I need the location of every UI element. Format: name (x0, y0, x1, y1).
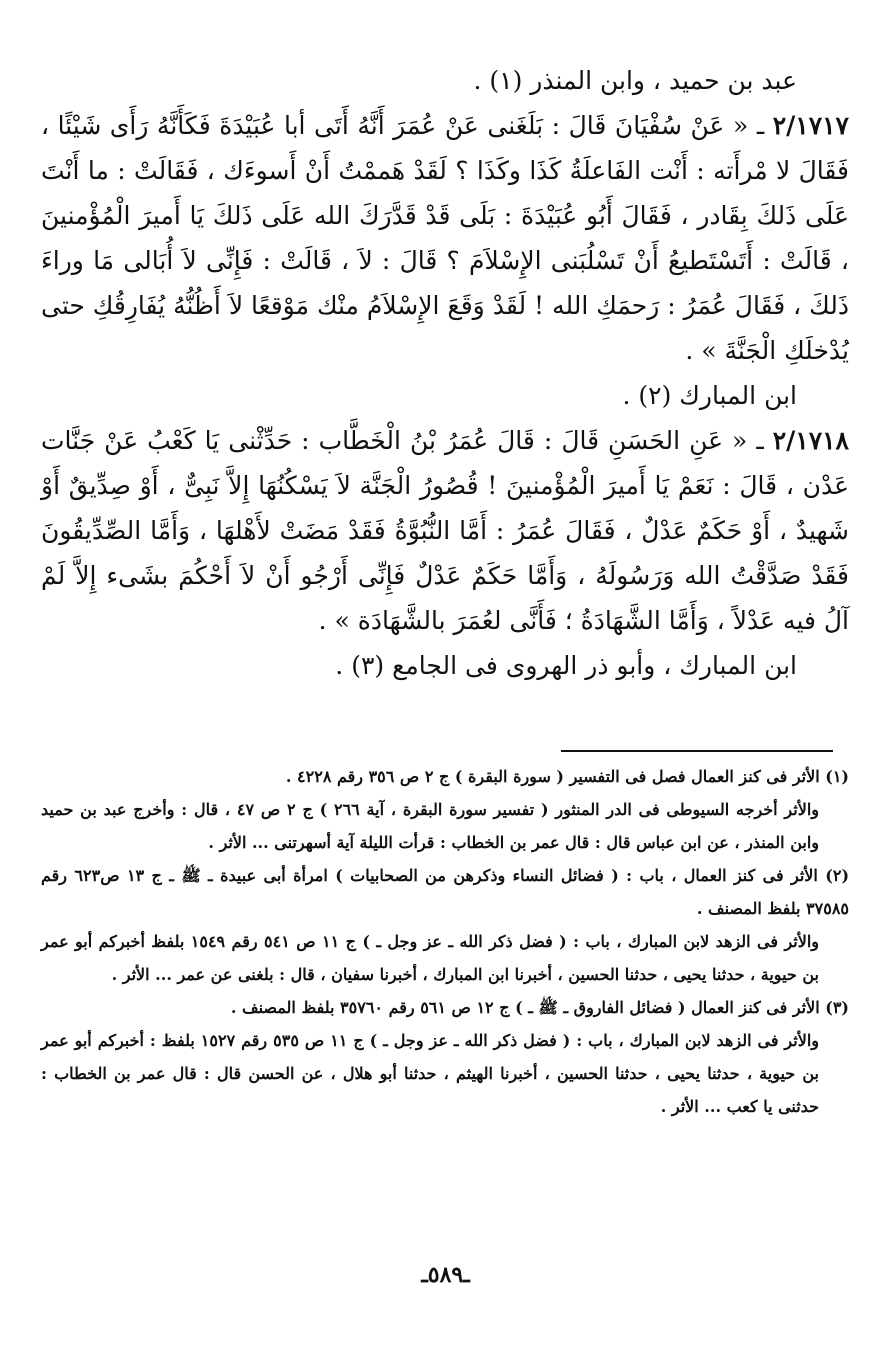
hadith-text-1717: ـ « عَنْ سُفْيَانَ قَالَ : بَلَغَنى عَنْ عُمَرَ أَنَّهُ أَتَى أبا عُبَيْدَةَ فَكَأَنَّهُ رَأَى شَيْئًا ، فَقَالَ لا مْرأَته : أَنْت الفَاعلَةُ كَذَا وكَذَا ؟ لَقَدْ هَممْتُ أَنْ أَسوءَك ، فَقَالَتْ : ما أَنْتَ عَلَى ذَلكَ بِقَادر ، فَقَالَ أَبُو عُبَيْدَةَ : بَلَى قَدْ قَدَّرَكَ الله عَلَى ذَلكَ يَا أَميرَ الْمُؤْمنينَ ، قَالَتْ : أَتَسْتَطيعُ أَنْ تَسْلُبَنى الإِسْلاَمَ ؟ قَالَ : لاَ ، قَالَتْ : فَإِنِّى لاَ أُبَالى مَا وراءَ ذَلكَ ، فَقَالَ عُمَرُ : رَحمَكِ الله ! لَقَدْ وَقَعَ الإِسْلاَمُ منْك مَوْقعًا لاَ أَظُنُّهُ يُفَارِقُكِ حتى يُدْخلَكِ الْجَنَّةَ » . (41, 111, 849, 365)
footnote-entry: والأثر فى الزهد لابن المبارك ، باب : ( فضل ذكر الله ـ عز وجل ـ ) ج ١١ ص ٥٣٥ رقم ١٥٢٧ بلفظ : أخبركم أبو عمر بن حيوية ، حدثنا يحيى ، حدثنا الحسين ، أخبرنا الهيثم ، حدثنا أبو هلال ، عن الحسن قال : قال عمر بن الخطاب : حدثنى يا كعب ... الأثر . (41, 1031, 820, 1116)
main-text (41, 58, 849, 688)
footnote-entry: (١) الأثر فى كنز العمال فصل فى التفسير ( سورة البقرة ) ج ٢ ص ٣٥٦ رقم ٤٢٢٨ . (285, 767, 849, 786)
footnote-entry: والأثر فى الزهد لابن المبارك ، باب : ( فضل ذكر الله ـ عز وجل ـ ) ج ١١ ص ٥٤١ رقم ١٥٤٩ بلفظ أخبركم أبو عمر بن حيوية ، حدثنا يحيى ، حدثنا الحسين ، أخبرنا ابن المبارك ، أخبرنا سفيان ، قال : بلغنى عن عمر ... الأثر . (41, 932, 820, 984)
footnote-entry: والأثر أخرجه السيوطى فى الدر المنثور ( تفسير سورة البقرة ، آية ٢٦٦ ) ج ٢ ص ٤٧ ، قال : وأخرج عبد بن حميد وابن المنذر ، عن ابن عباس قال : قال عمر بن الخطاب : قرأت الليلة آية أسهرتنى ... الأثر . (41, 800, 820, 852)
page-number: ـ٥٨٩ـ (421, 1262, 470, 1288)
footnote-separator (561, 750, 833, 752)
hadith-text-1718: ـ « عَنِ الحَسَنِ قَالَ : قَالَ عُمَرُ بْنُ الْخَطَّاب : حَدِّثْنى يَا كَعْبُ عَنْ جَنَّات عَدْن ، قَالَ : نَعَمْ يَا أَميرَ الْمُؤْمنينَ ! قُصُورُ الْجَنَّة لاَ يَسْكُنُهَا إِلاَّ نَبِىٌّ ، أَوْ صِدِّيقٌ أَوْ شَهيدٌ ، أَوْ حَكَمٌ عَدْلٌ ، فَقَالَ عُمَرُ : أَمَّا النُّبُوَّةُ فَقَدْ مَضَتْ لأَهْلهَا ، وَأَمَّا الصِّدِّيقُونَ فَقَدْ صَدَّقْتُ الله وَرَسُولَهُ ، وَأَمَّا حَكَمٌ عَدْلٌ فَإِنِّى أَرْجُو أَنْ لاَ أَحْكُمَ بشَىء إِلاَّ لَمْ آلُ فيه عَدْلاً ، وَأَمَّا الشَّهَادَةُ ؛ فَأَنَّى لعُمَرَ بالشَّهَادَة » . (41, 426, 849, 635)
hadith-number-1718: ٢/١٧١٨ (772, 426, 849, 455)
footnote-entry: (٢) الأثر فى كنز العمال ، باب : ( فضائل النساء وذكرهن من الصحابيات ) امرأة أبى عبيدة ـ ﷺ ـ ج ١٣ ص٦٢٣ رقم ٣٧٥٨٥ بلفظ المصنف . (41, 866, 850, 918)
hadith-source-1718: ابن المبارك ، وأبو ذر الهروى فى الجامع (٣) . (335, 651, 797, 680)
hadith-1717 (41, 103, 849, 373)
footnotes (41, 760, 849, 1123)
previous-source-line: عبد بن حميد ، وابن المنذر (١) . (473, 66, 797, 95)
hadith-number-1717: ٢/١٧١٧ (772, 111, 849, 140)
hadith-1718 (41, 418, 849, 643)
footnote-entry: (٣) الأثر فى كنز العمال ( فضائل الفاروق ـ ﷺ ـ ) ج ١٢ ص ٥٦١ رقم ٣٥٧٦٠ بلفظ المصنف . (230, 998, 849, 1017)
hadith-source-1717: ابن المبارك (٢) . (622, 381, 797, 410)
